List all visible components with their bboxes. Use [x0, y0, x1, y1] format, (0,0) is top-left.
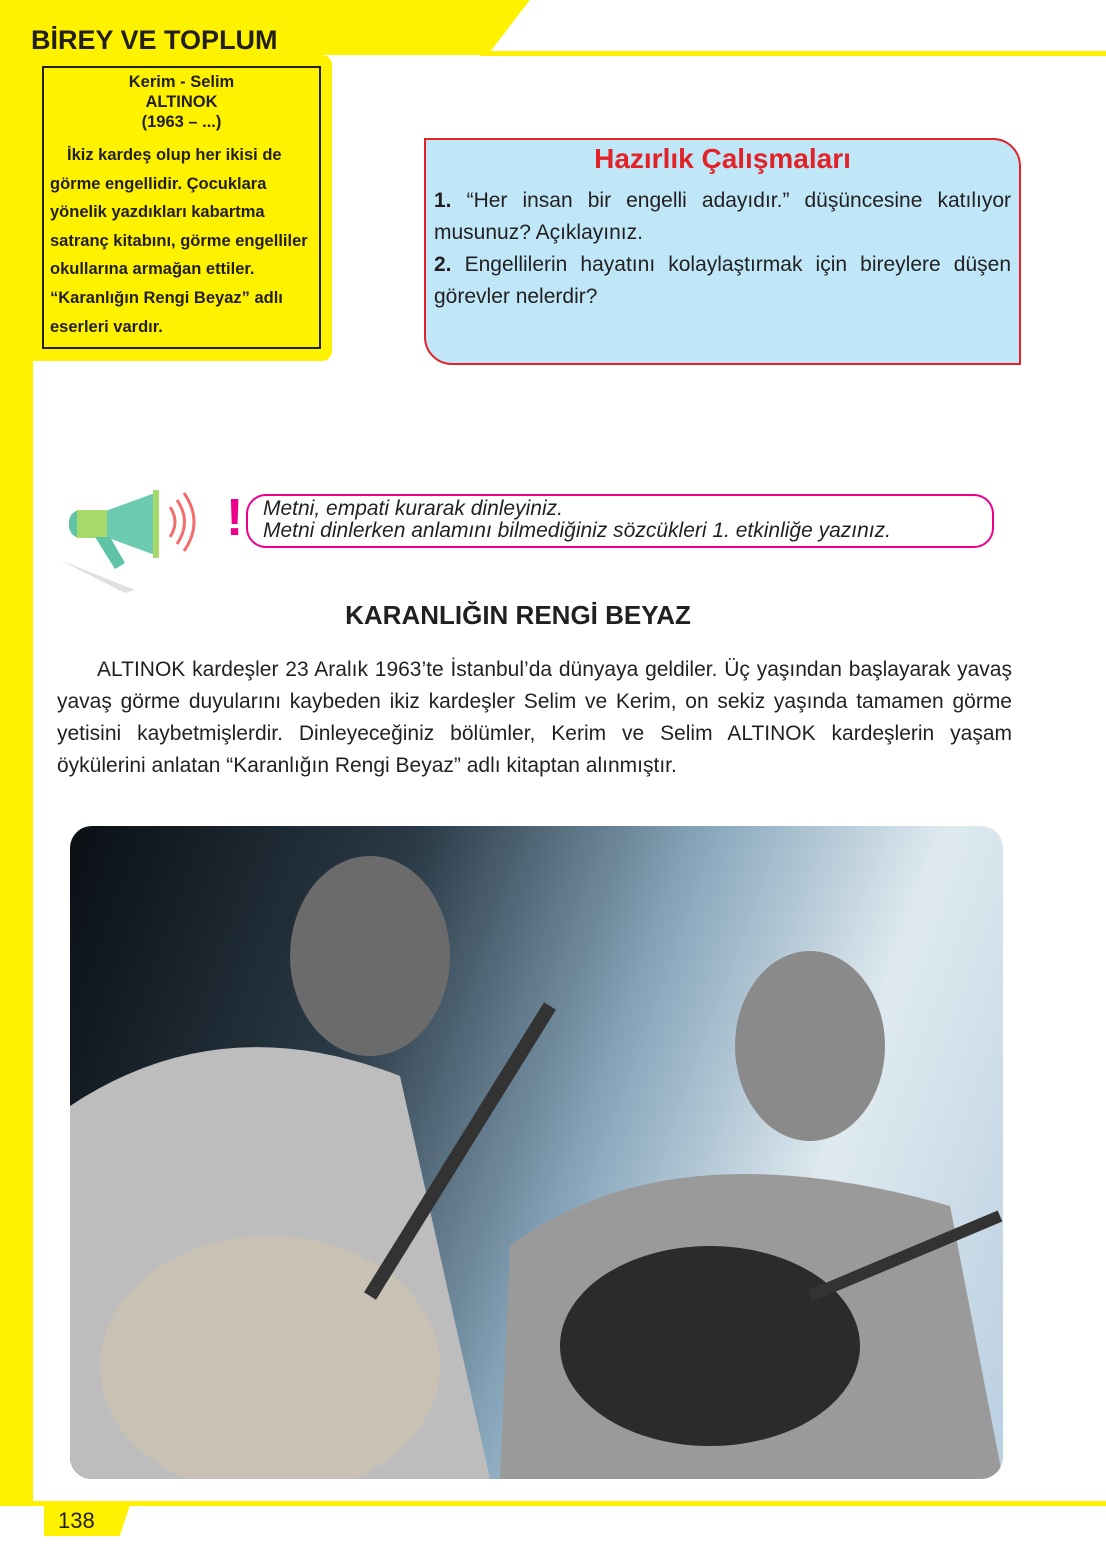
article-paragraph: ALTINOK kardeşler 23 Aralık 1963’te İstanbul’da dünyaya geldiler. Üç yaşından başlayarak yavaş yavaş görme duyularını kaybeden ikiz kardeşler Selim ve Kerim, on sekiz yaşında tamamen görme yetisini kaybetmişlerdir. Dinleyeceğiniz bölümler, Kerim ve Selim ALTINOK kardeşlerin yaşam öykülerini anlatan “Karanlığın Rengi Beyaz” adlı kitaptan alınmıştır.: [57, 658, 1012, 777]
preparation-title: Hazırlık Çalışmaları: [594, 143, 851, 174]
page-number: 138: [58, 1508, 95, 1533]
photo-altinok-brothers: [70, 826, 1003, 1479]
instruction-line: Metni dinlerken anlamını bilmediğiniz sözcükleri 1. etkinliğe yazınız.: [263, 519, 891, 542]
author-bio: İkiz kardeş olup her ikisi de görme engellidir. Çocuklara yönelik yazdıkları kabartma satranç kitabını, görme engelliler okullarına armağan ettiler. “Karanlığın Rengi Beyaz” adlı eserleri vardır.: [50, 146, 308, 336]
listening-instructions: [246, 494, 994, 548]
author-names: Kerim - Selim: [128, 73, 235, 91]
footer-rule: [0, 1501, 1106, 1506]
preparation-box: [424, 138, 1021, 365]
header-rule: [480, 51, 1106, 56]
yellow-margin-strip: [0, 0, 33, 1502]
author-surname: ALTINOK: [145, 93, 218, 111]
author-info-box: [42, 66, 321, 349]
article-title: KARANLIĞIN RENGİ BEYAZ: [345, 600, 691, 630]
instruction-line: Metni, empati kurarak dinleyiniz.: [263, 497, 563, 520]
photo-silhouettes: [70, 826, 1003, 1479]
question-number: 1.: [434, 189, 452, 212]
author-years: (1963 – ...): [141, 113, 222, 131]
section-title: BİREY VE TOPLUM: [31, 25, 278, 55]
question-text: “Her insan bir engelli adayıdır.” düşüncesine katılıyor musunuz? Açıklayınız.: [434, 189, 1011, 244]
exclamation-icon: !: [226, 489, 244, 547]
question-1: [434, 185, 1011, 249]
question-2: [434, 249, 1011, 313]
megaphone-icon: [55, 485, 200, 595]
question-text: Engellilerin hayatını kolaylaştırmak için bireylere düşen görevler nelerdir?: [434, 253, 1011, 308]
question-number: 2.: [434, 253, 452, 276]
